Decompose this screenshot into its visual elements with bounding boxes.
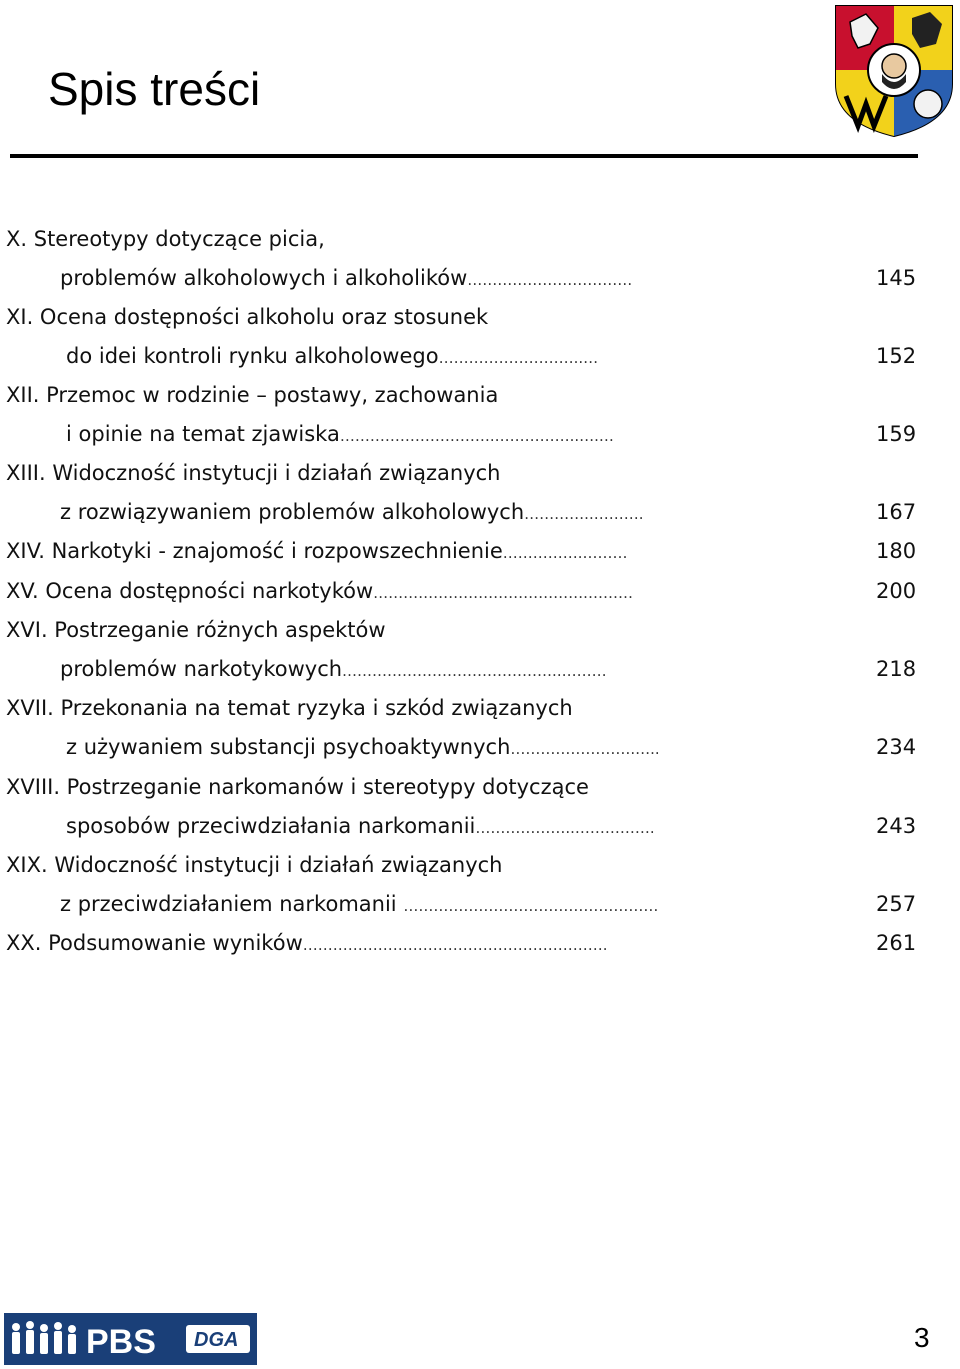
toc-page-number: 200 <box>876 579 917 603</box>
toc-page-number: 243 <box>876 814 917 838</box>
toc-entry-line: XV. Ocena dostępności narkotyków…………………………………….……… <box>6 579 633 603</box>
toc-entry-line: problemów alkoholowych i alkoholików…………………………… <box>60 266 633 290</box>
toc-entry-line: XIII. Widoczność instytucji i działań związanych <box>6 461 501 485</box>
toc-entry-line: sposobów przeciwdziałania narkomanii………………..……………. <box>66 814 655 838</box>
toc-entry-line: XI. Ocena dostępności alkoholu oraz stosunek <box>6 305 489 329</box>
pbs-dga-logo <box>4 1313 257 1365</box>
toc-page-number: 234 <box>876 735 917 759</box>
logo-dga-text: DGA <box>194 1329 239 1351</box>
pbs-dga-logo-graphic <box>4 1313 257 1365</box>
toc-entry-line: problemów narkotykowych……………………………………..……… <box>60 657 607 681</box>
toc-entry-line: XIX. Widoczność instytucji i działań związanych <box>6 853 503 877</box>
wroclaw-coat-of-arms-icon <box>832 4 956 138</box>
toc-entry-line: z rozwiązywaniem problemów alkoholowych…………..………. <box>60 500 644 524</box>
toc-entry-line: z używaniem substancji psychoaktywnych…………………….….. <box>66 735 660 759</box>
toc-entry-line: XII. Przemoc w rodzinie – postawy, zachowania <box>6 383 499 407</box>
toc-entry-line: XX. Podsumowanie wyników……………………………………………………. <box>6 931 608 955</box>
toc-page-number: 167 <box>876 500 917 524</box>
page-title: Spis treści <box>48 63 261 115</box>
toc-page-number: 180 <box>876 539 917 563</box>
title-rule <box>10 154 918 158</box>
toc-entry-line: XVII. Przekonania na temat ryzyka i szkód związanych <box>6 696 573 720</box>
toc-page-number: 261 <box>876 931 917 955</box>
toc-entry-line: XIV. Narkotyki - znajomość i rozpowszechnienie…………….……… <box>6 539 628 563</box>
toc-entry-line: XVIII. Postrzeganie narkomanów i stereotypy dotyczące <box>6 775 589 799</box>
toc-entry-line: i opinie na temat zjawiska………………………….……………..….… <box>66 422 614 446</box>
toc-entry-line: XVI. Postrzeganie różnych aspektów <box>6 618 386 642</box>
toc-page-number: 218 <box>876 657 917 681</box>
toc-entry-line: z przeciwdziałaniem narkomanii …………………………………………… <box>60 892 659 916</box>
logo-pbs-text: PBS <box>86 1323 156 1361</box>
page-number: 3 <box>914 1322 930 1353</box>
toc-page-number: 257 <box>876 892 917 916</box>
toc-page-number: 145 <box>876 266 917 290</box>
toc-page-number: 152 <box>876 344 917 368</box>
toc-entry-line: do idei kontroli rynku alkoholowego………………………..… <box>66 344 599 368</box>
toc-entry-line: X. Stereotypy dotyczące picia, <box>6 227 325 251</box>
toc-page-number: 159 <box>876 422 917 446</box>
